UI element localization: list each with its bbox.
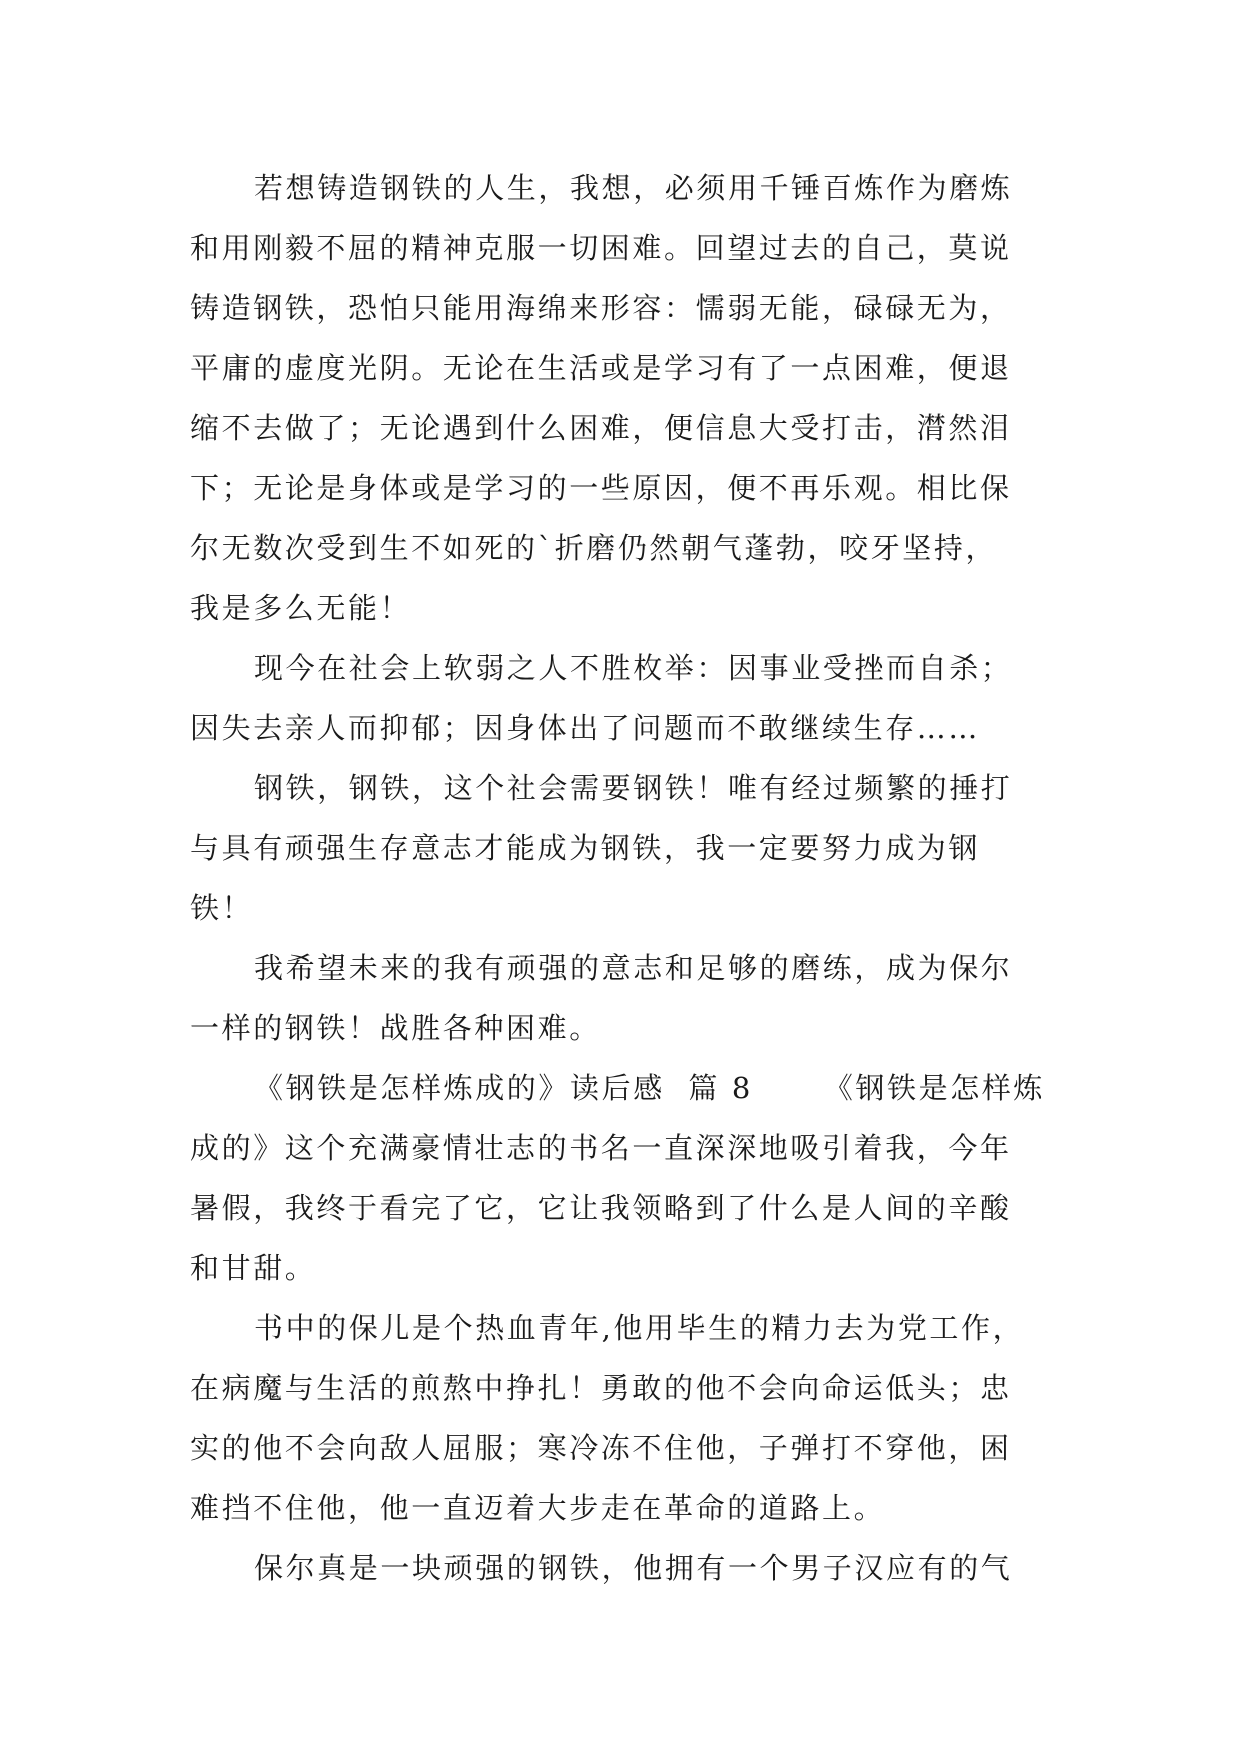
text-line: 尔无数次受到生不如死的`折磨仍然朝气蓬勃，咬牙坚持， [190, 531, 998, 565]
text-line: 平庸的虚度光阴。无论在生活或是学习有了一点困难，便退 [190, 351, 1012, 385]
text-line: 铸造钢铁，恐怕只能用海绵来形容：懦弱无能，碌碌无为， [190, 291, 1012, 325]
text-line: 一样的钢铁！战胜各种困难。 [190, 1011, 601, 1045]
text-line: 因失去亲人而抑郁；因身体出了问题而不敢继续生存…… [190, 711, 981, 745]
text-line: 我是多么无能！ [190, 591, 412, 625]
text-line: 书中的保儿是个热血青年,他用毕生的精力去为党工作， [254, 1311, 1025, 1345]
text-line: 实的他不会向敌人屈服；寒冷冻不住他，子弹打不穿他，困 [190, 1431, 1012, 1465]
text-line: 若想铸造钢铁的人生，我想，必须用千锤百炼作为磨炼 [254, 171, 1013, 205]
text-line: 在病魔与生活的煎熬中挣扎！勇敢的他不会向命运低头；忠 [190, 1371, 1012, 1405]
text-line: 缩不去做了；无论遇到什么困难，便信息大受打击，潸然泪 [190, 411, 1012, 445]
text-line: 钢铁，钢铁，这个社会需要钢铁！唯有经过频繁的捶打 [254, 771, 1013, 805]
text-line: 与具有顽强生存意志才能成为钢铁，我一定要努力成为钢 [190, 831, 981, 865]
text-line: 难挡不住他，他一直迈着大步走在革命的道路上。 [190, 1491, 886, 1525]
text-line: 下；无论是身体或是学习的一些原因，便不再乐观。相比保 [190, 471, 1012, 505]
text-line: 和甘甜。 [190, 1251, 317, 1285]
text-line: 保尔真是一块顽强的钢铁，他拥有一个男子汉应有的气 [254, 1551, 1013, 1585]
text-line: 和用刚毅不屈的精神克服一切困难。回望过去的自己，莫说 [190, 231, 1012, 265]
text-line: 《钢铁是怎样炼成的》读后感 篇 8 《钢铁是怎样炼 [254, 1071, 1046, 1105]
text-line: 暑假，我终于看完了它，它让我领略到了什么是人间的辛酸 [190, 1191, 1012, 1225]
text-line: 我希望未来的我有顽强的意志和足够的磨练，成为保尔 [254, 951, 1013, 985]
text-line: 铁！ [190, 891, 254, 925]
text-line: 现今在社会上软弱之人不胜枚举：因事业受挫而自杀； [254, 651, 1013, 685]
text-line: 成的》这个充满豪情壮志的书名一直深深地吸引着我，今年 [190, 1131, 1012, 1165]
body-text [190, 158, 1050, 1598]
